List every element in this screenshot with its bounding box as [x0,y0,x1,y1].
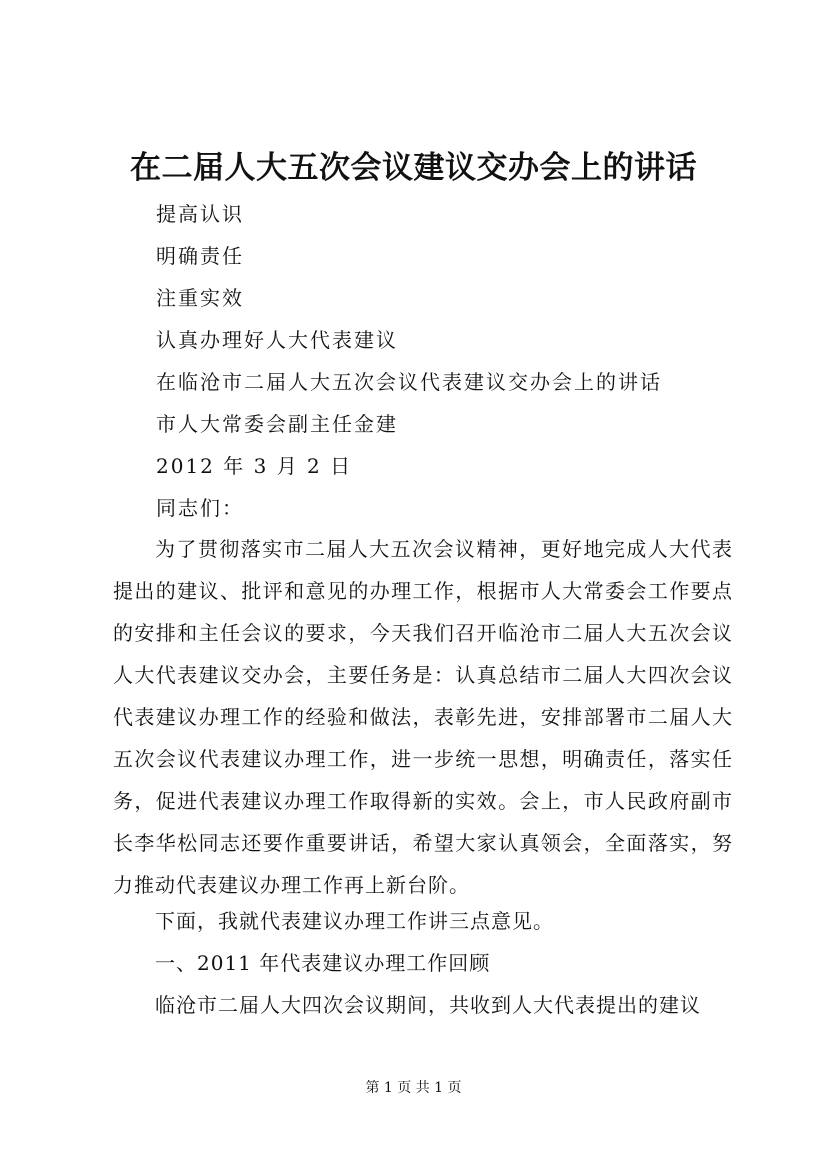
page-footer: 第 1 页 共 1 页 [365,1080,462,1096]
body-paragraph-2: 下面，我就代表建议办理工作讲三点意见。 [155,909,554,933]
salutation-line: 同志们： [156,496,244,520]
subtitle-line-1: 提高认识 [156,202,244,226]
document-title: 在二届人大五次会议建议交办会上的讲话 [130,150,697,186]
date-line: 2012 年 3 月 2 日 [156,454,353,478]
section-heading: 一、2011 年代表建议办理工作回顾 [155,951,491,975]
speaker-line: 市人大常委会副主任金建 [156,412,398,436]
speech-occasion-line: 在临沧市二届人大五次会议代表建议交办会上的讲话 [156,370,662,394]
body-paragraph-1: 为了贯彻落实市二届人大五次会议精神，更好地完成人大代表提出的建议、批评和意见的办理工作，根据市人大常委会工作要点的安排和主任会议的要求，今天我们召开临沧市二届人大五次会议人大代表建议交办会，主要任务是：认真总结市二届人大四次会议代表建议办理工作的经验和做法，表彰先进，安排部署市二届人大五次会议代表建议办理工作，进一步统一思想，明确责任，落实任务，促进代表建议办理工作取得新的实效。会上，市人民政府副市长李华松同志还要作重要讲话，希望大家认真领会，全面落实，努力推动代表建议办理工作再上新台阶。 [113,537,733,897]
subtitle-line-2: 明确责任 [156,244,244,268]
subtitle-line-4: 认真办理好人大代表建议 [156,328,398,352]
body-paragraph-3: 临沧市二届人大四次会议期间，共收到人大代表提出的建议 [155,993,701,1017]
subtitle-line-3: 注重实效 [156,286,244,310]
